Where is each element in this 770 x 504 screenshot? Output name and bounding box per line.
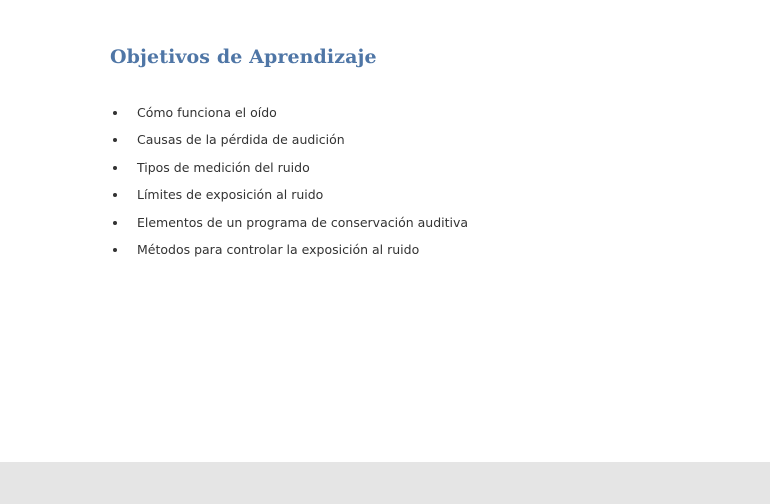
list-item — [110, 236, 468, 263]
list-item — [110, 126, 468, 153]
bullet-icon — [113, 193, 117, 197]
list-item — [110, 181, 468, 208]
bullet-icon — [113, 138, 117, 142]
list-item-label: Elementos de un programa de conservación auditiva — [137, 214, 469, 230]
list-item — [110, 209, 468, 236]
list-item — [110, 154, 468, 181]
bullet-icon — [113, 166, 117, 170]
list-item-label: Cómo funciona el oído — [137, 105, 277, 120]
objectives-list — [110, 99, 468, 263]
list-item-label: Causas de la pérdida de audición — [137, 132, 345, 148]
bullet-icon — [113, 248, 117, 252]
bullet-icon — [113, 111, 117, 115]
list-item-label: Tipos de medición del ruido — [137, 159, 310, 175]
list-item-label: Límites de exposición al ruido — [137, 187, 324, 203]
slide-title: Objetivos de Aprendizaje — [110, 46, 377, 68]
bullet-icon — [113, 221, 117, 225]
list-item-label: Métodos para controlar la exposición al ruido — [137, 241, 420, 257]
footer-bar — [0, 462, 770, 504]
list-item — [110, 99, 468, 126]
